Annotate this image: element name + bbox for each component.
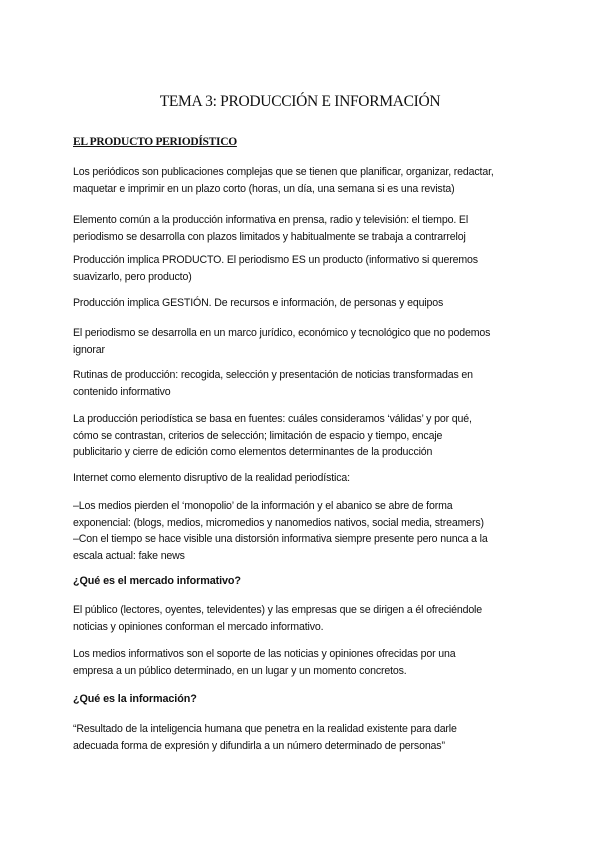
section-subtitle: EL PRODUCTO PERIODÍSTICO xyxy=(73,136,237,148)
paragraph xyxy=(73,602,533,635)
paragraph xyxy=(73,470,533,487)
paragraph-line: Elemento común a la producción informativa en prensa, radio y televisión: el tiempo. El xyxy=(73,214,469,226)
paragraph-line: escala actual: fake news xyxy=(73,549,185,562)
paragraph-line: periodismo se desarrolla con plazos limitados y habitualmente se trabaja a contrarreloj xyxy=(73,230,466,243)
paragraph-line: Producción implica PRODUCTO. El periodismo ES un producto (informativo si queremos xyxy=(73,254,478,266)
paragraph-line: Producción implica GESTIÓN. De recursos e información, de personas y equipos xyxy=(73,297,444,309)
paragraph-line: “Resultado de la inteligencia humana que penetra en la realidad existente para darle xyxy=(73,723,457,735)
paragraph xyxy=(73,325,533,358)
paragraph xyxy=(73,411,533,461)
paragraph xyxy=(73,646,533,679)
section-heading-market: ¿Qué es el mercado informativo? xyxy=(73,575,241,587)
paragraph-line: publicitario y cierre de edición como elementos determinantes de la producción xyxy=(73,446,433,458)
paragraph-line: contenido informativo xyxy=(73,385,171,398)
paragraph-line: –Con el tiempo se hace visible una distorsión informativa siempre presente pero nunca a la xyxy=(73,533,488,545)
page-title: TEMA 3: PRODUCCIÓN E INFORMACIÓN xyxy=(159,93,441,110)
paragraph-line: Los periódicos son publicaciones complejas que se tienen que planificar, organizar, redactar, xyxy=(73,166,494,178)
paragraph-line: noticias y opiniones conforman el mercado informativo. xyxy=(73,620,324,633)
paragraph-line: ignorar xyxy=(73,343,105,356)
paragraph-line: Los medios informativos son el soporte de las noticias y opiniones ofrecidas por una xyxy=(73,648,456,660)
paragraph xyxy=(73,252,533,285)
paragraph xyxy=(73,367,533,400)
section-heading-information: ¿Qué es la información? xyxy=(73,693,197,705)
paragraph xyxy=(73,498,533,564)
paragraph-line: adecuada forma de expresión y difundirla a un número determinado de personas” xyxy=(73,739,445,752)
paragraph xyxy=(73,164,533,197)
paragraph-line: cómo se contrastan, criterios de selección; limitación de espacio y tiempo, encaje xyxy=(73,429,443,442)
paragraph xyxy=(73,295,533,312)
paragraph-line: El periodismo se desarrolla en un marco jurídico, económico y tecnológico que no podemos xyxy=(73,327,491,339)
paragraph-line: maquetar e imprimir en un plazo corto (horas, un día, una semana si es una revista) xyxy=(73,182,455,195)
paragraph-line: La producción periodística se basa en fuentes: cuáles consideramos ‘válidas’ y por qué, xyxy=(73,413,472,425)
paragraph-line: Rutinas de producción: recogida, selección y presentación de noticias transformadas en xyxy=(73,369,473,381)
paragraph-line: suavizarlo, pero producto) xyxy=(73,270,192,283)
paragraph-line: exponencial: (blogs, medios, micromedios y nanomedios nativos, social media, streamers) xyxy=(73,516,484,529)
paragraph-line: empresa a un público determinado, en un lugar y un momento concretos. xyxy=(73,664,407,677)
paragraph-line: –Los medios pierden el ‘monopolio’ de la información y el abanico se abre de forma xyxy=(73,500,453,512)
paragraph-line: Internet como elemento disruptivo de la realidad periodística: xyxy=(73,472,350,484)
paragraph xyxy=(73,721,533,754)
paragraph xyxy=(73,212,533,245)
paragraph-line: El público (lectores, oyentes, televidentes) y las empresas que se dirigen a él ofreciéndole xyxy=(73,604,483,616)
